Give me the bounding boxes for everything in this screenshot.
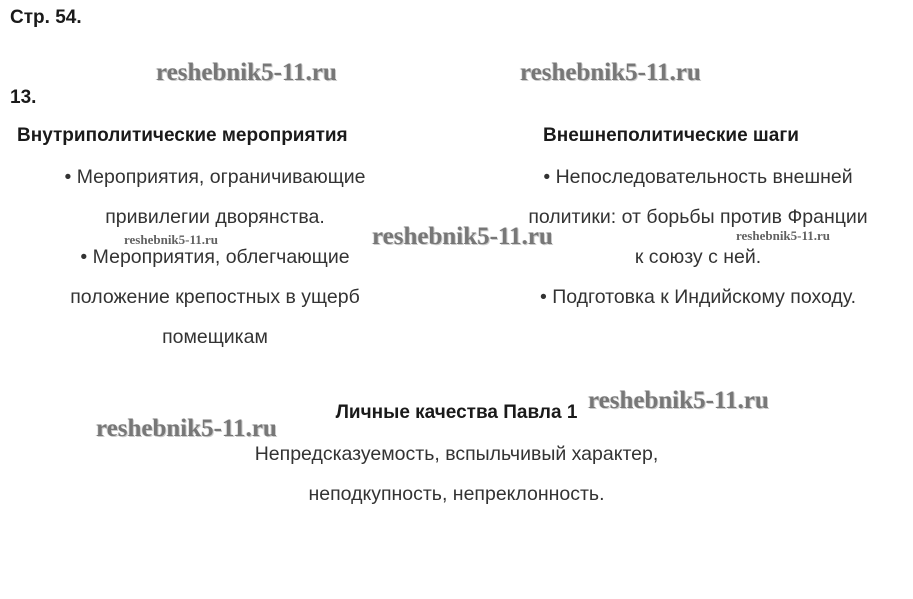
text-line: • Непоследовательность внешней	[543, 166, 853, 188]
watermark: reshebnik5-11.ru	[156, 59, 337, 86]
watermark: reshebnik5-11.ru	[372, 223, 553, 250]
text-line: • Подготовка к Индийскому походу.	[539, 286, 857, 308]
watermark: reshebnik5-11.ru	[588, 387, 769, 414]
text-line: положение крепостных в ущерб	[70, 286, 360, 308]
text-line: помещикам	[162, 326, 268, 348]
domestic-policy-text	[15, 157, 415, 357]
task-number: 13.	[10, 87, 37, 108]
text-line: привилегии дворянства.	[105, 206, 325, 228]
text-line: Непредсказуемость, вспыльчивый характер,	[254, 443, 659, 465]
watermark: reshebnik5-11.ru	[736, 228, 831, 243]
text-line: • Мероприятия, облегчающие	[80, 246, 350, 268]
personal-qualities-text	[0, 434, 913, 514]
text-line: неподкупность, непреклонность.	[308, 483, 605, 505]
page-number-label: Стр. 54.	[10, 7, 82, 28]
domestic-policy-heading: Внутриполитические мероприятия	[17, 125, 348, 146]
foreign-policy-text	[492, 157, 904, 317]
text-line: политики: от борьбы против Франции	[528, 206, 868, 228]
text-line: • Мероприятия, ограничивающие	[64, 166, 366, 188]
watermark: reshebnik5-11.ru	[520, 59, 701, 86]
personal-qualities-heading: Личные качества Павла 1	[335, 402, 578, 423]
watermark: reshebnik5-11.ru	[124, 232, 219, 247]
watermark: reshebnik5-11.ru	[96, 415, 277, 442]
foreign-policy-heading: Внешнеполитические шаги	[543, 125, 799, 146]
text-line: к союзу с ней.	[634, 246, 762, 268]
